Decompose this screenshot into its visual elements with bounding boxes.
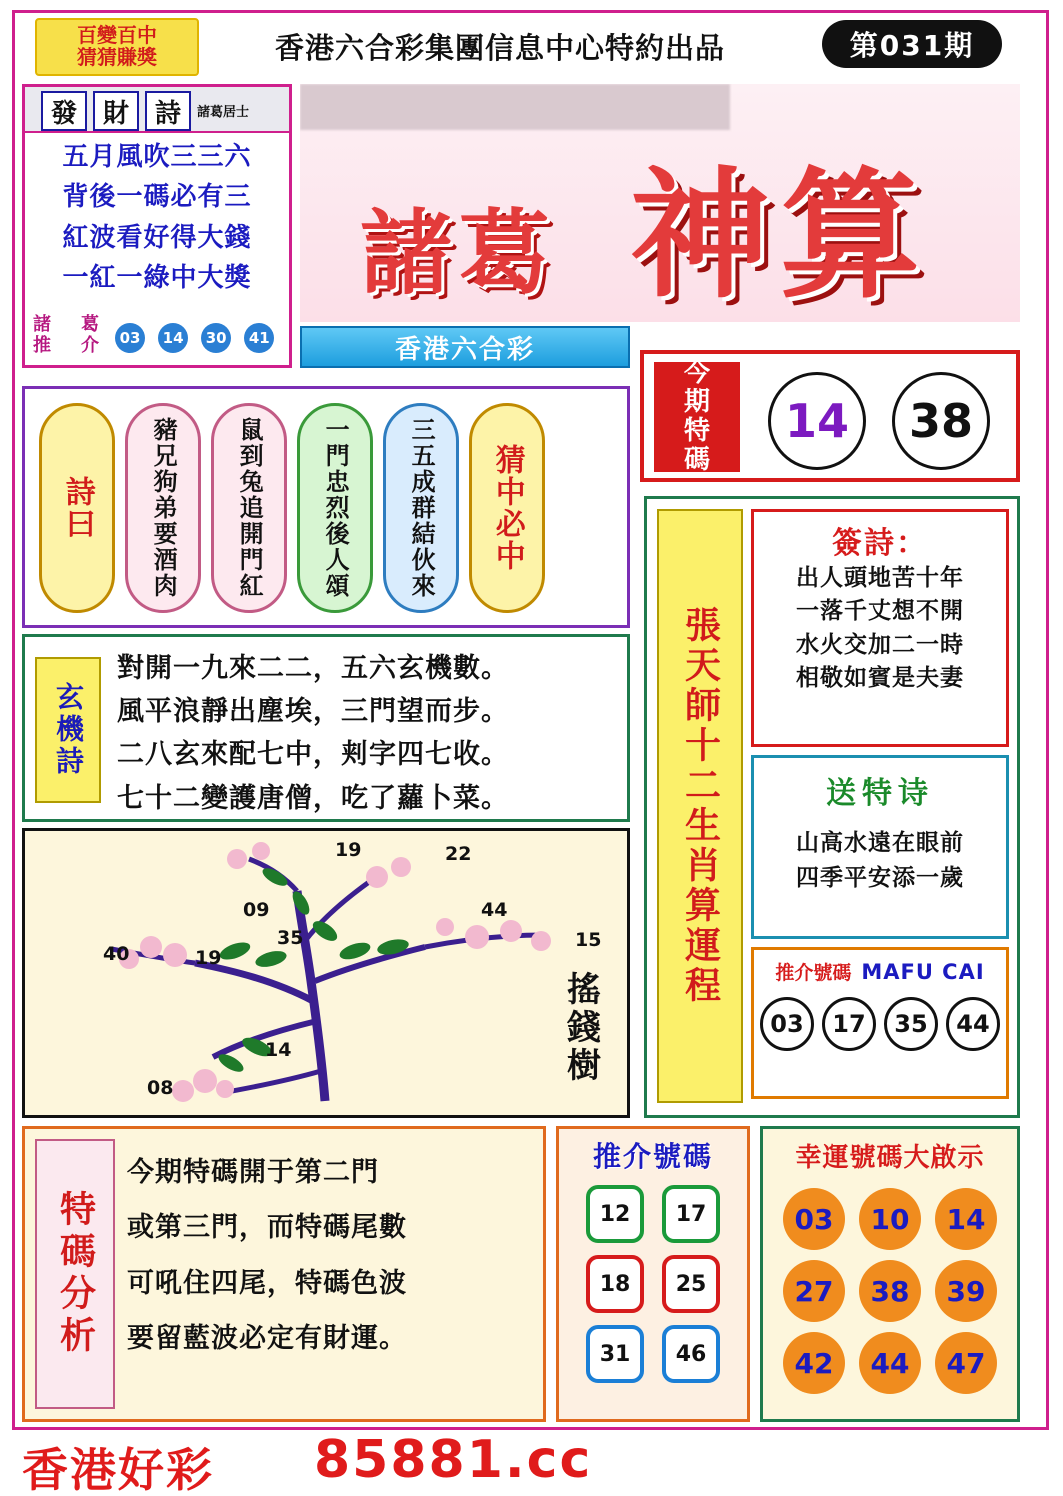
- lucky-ball: 10: [859, 1188, 921, 1250]
- zhang-tianshi-title-text: 張天師十二生肖算運程: [679, 606, 721, 1006]
- watermark-text: 香港好彩: [22, 1443, 214, 1496]
- tema-tag: [35, 1139, 115, 1409]
- tree-number: 19: [195, 947, 222, 969]
- special-number-2: 38: [892, 372, 990, 470]
- tree-number: 14: [265, 1039, 292, 1061]
- poem-recommend-label: [33, 315, 107, 356]
- lucky-ball: 14: [935, 1188, 997, 1250]
- poem-header: [25, 87, 289, 133]
- xuanji-tag-text: 玄機詩: [52, 682, 85, 778]
- xuanji-poem-box: [22, 634, 630, 822]
- tree-label-c2: 錢: [567, 1008, 601, 1049]
- recommend-panel-grid: [559, 1185, 747, 1383]
- lucky-ball: 47: [935, 1332, 997, 1394]
- xuanji-line: 風平浪靜出塵埃，三門望而步。: [117, 696, 509, 728]
- brand-logo: [35, 18, 199, 76]
- lucky-ball: 42: [783, 1332, 845, 1394]
- special-label-c1: 今: [683, 357, 710, 388]
- money-tree-illustration: [22, 828, 630, 1118]
- shi-capsule-text: 一門忠烈後人頌: [321, 417, 350, 599]
- special-label-c2: 期: [683, 386, 710, 417]
- xuanji-line: 七十二變護唐僧，吃了蘿卜菜。: [117, 782, 509, 814]
- poem-recommend-balls: [115, 323, 282, 353]
- lucky-numbers-panel: [760, 1126, 1020, 1422]
- tema-line: 今期特碼開于第二門: [127, 1157, 379, 1188]
- recommend-numbers-box: [751, 947, 1009, 1099]
- tree-number: 44: [481, 899, 508, 921]
- issue-badge: 第031期: [822, 20, 1002, 68]
- special-number-box: [640, 350, 1020, 482]
- recommend-hex-ball: 46: [662, 1325, 720, 1383]
- banner-text-left: 諸葛: [360, 199, 557, 307]
- header: [15, 14, 1020, 76]
- recommend-header: [754, 958, 1006, 985]
- xuanji-tag: [35, 657, 101, 803]
- shi-capsule: [211, 403, 287, 613]
- tree-number: 09: [243, 899, 270, 921]
- banner-text-right: 神算: [630, 154, 931, 318]
- qianshi-line: 出人頭地苦十年: [796, 565, 964, 591]
- tree-number: 35: [277, 927, 304, 949]
- recommend-hex-ball: 25: [662, 1255, 720, 1313]
- logo-line-2: 猜猜賺獎: [77, 45, 157, 69]
- recommend-label-en: MAFU CAI: [861, 959, 985, 984]
- recommend-panel-title: 推介號碼: [592, 1140, 713, 1173]
- special-number-1: 14: [768, 372, 866, 470]
- tema-line: 或第三門，而特碼尾數: [127, 1212, 407, 1244]
- poem-lines: [25, 137, 289, 298]
- songte-box: [751, 755, 1009, 939]
- special-number-label: [654, 357, 740, 476]
- shi-capsule-text: 鼠到兔追開門紅: [235, 417, 264, 599]
- watermark-url: 85881.cc: [314, 1430, 593, 1490]
- xuanji-line: 二八玄來配七中，刾字四七收。: [117, 739, 509, 771]
- tree-number: 22: [445, 843, 472, 865]
- poem-line: 五月風吹三三六: [62, 142, 252, 172]
- tema-tag-text: 特碼分析: [54, 1190, 96, 1358]
- poem-author: 諸葛居士: [197, 105, 250, 120]
- watermark: [14, 1430, 1049, 1496]
- zhang-tianshi-panel: [644, 496, 1020, 1118]
- zhang-tianshi-title: [657, 509, 743, 1103]
- fortune-poem-box: [22, 84, 292, 368]
- recommend-numbers-panel: [556, 1126, 750, 1422]
- qianshi-line: 水火交加二一時: [796, 631, 964, 658]
- shi-capsule-text: 猜中必中: [489, 444, 525, 572]
- page-title: 香港六合彩集團信息中心特約出品: [274, 31, 725, 65]
- shi-capsule-text: 三五成群結伙來: [407, 417, 436, 599]
- songte-line: 山高水遠在眼前: [796, 830, 964, 856]
- poem-ball: 30: [201, 323, 231, 353]
- money-tree-label: [567, 971, 601, 1085]
- shi-capsule: [469, 403, 545, 613]
- poem-recommend-label-line1: 諸 葛: [33, 314, 105, 335]
- lucky-ball: 27: [783, 1260, 845, 1322]
- tree-label-c3: 樹: [567, 1046, 601, 1087]
- shi-capsule: [383, 403, 459, 613]
- poem-ball: 03: [115, 323, 145, 353]
- xuanji-line: 對開一九來二二，五六玄機數。: [117, 653, 509, 684]
- tema-lines: [127, 1145, 533, 1366]
- recommend-ball: 35: [884, 997, 938, 1051]
- shi-yue-panel: [22, 386, 630, 628]
- main-banner: [300, 84, 1020, 322]
- tema-line: 要留藍波必定有財運。: [127, 1323, 407, 1355]
- qianshi-box: [751, 509, 1009, 747]
- xuanji-lines: [117, 647, 617, 820]
- lucky-grid: [763, 1188, 1017, 1394]
- songte-title: 送特诗: [826, 776, 934, 811]
- logo-line-1: 百變百中: [77, 23, 157, 48]
- bottom-section: [22, 1126, 1020, 1422]
- special-label-c3: 特: [683, 416, 710, 446]
- shi-capsule-text: 詩曰: [59, 476, 95, 540]
- lucky-ball: 38: [859, 1260, 921, 1322]
- poem-head-char-3: 詩: [145, 91, 191, 131]
- lucky-ball: 39: [935, 1260, 997, 1322]
- poem-recommend-label-line2: 推 介: [33, 334, 105, 356]
- recommend-hex-ball: 17: [662, 1185, 720, 1243]
- recommend-hex-ball: 18: [586, 1255, 644, 1313]
- poem-ball: 41: [244, 323, 274, 353]
- poem-head-char-2: 財: [93, 91, 139, 131]
- songte-line: 四季平安添一歲: [796, 864, 964, 891]
- poem-line: 紅波看好得大錢: [62, 222, 252, 253]
- poem-line: 背後一碼必有三: [62, 182, 252, 213]
- recommend-hex-ball: 12: [586, 1185, 644, 1243]
- recommend-hex-ball: 31: [586, 1325, 644, 1383]
- poem-ball: 14: [158, 323, 188, 353]
- poem-line: 一紅一綠中大獎: [62, 262, 252, 293]
- lucky-ball: 44: [859, 1332, 921, 1394]
- tema-analysis-box: [22, 1126, 546, 1422]
- poem-footer: [25, 315, 289, 359]
- shi-capsule: [297, 403, 373, 613]
- qianshi-line: 一落千丈想不開: [796, 598, 964, 625]
- lucky-panel-title: 幸運號碼大啟示: [795, 1143, 985, 1173]
- recommend-balls: [754, 997, 1006, 1051]
- shi-capsule: [125, 403, 201, 613]
- lottery-name-bar: 香港六合彩: [300, 326, 630, 368]
- shi-capsule: [39, 403, 115, 613]
- recommend-ball: 17: [822, 997, 876, 1051]
- tree-number: 15: [575, 929, 602, 951]
- recommend-ball: 03: [760, 997, 814, 1051]
- tree-label-c1: 搖: [567, 970, 601, 1010]
- tree-number: 08: [147, 1077, 174, 1099]
- shi-capsule-text: 豬兄狗弟要酒肉: [149, 417, 178, 599]
- tema-line: 可吼住四尾，特碼色波: [127, 1267, 407, 1299]
- tree-number: 40: [103, 943, 130, 965]
- tree-number: 19: [335, 839, 362, 861]
- qianshi-line: 相敬如賓是夫妻: [796, 665, 964, 692]
- recommend-label-cn: 推介號碼: [775, 962, 852, 984]
- money-tree-graphic: [25, 831, 627, 1115]
- qianshi-title: 簽詩：: [832, 526, 928, 561]
- recommend-ball: 44: [946, 997, 1000, 1051]
- poem-head-char-1: 發: [41, 91, 87, 131]
- special-label-c4: 碼: [683, 445, 710, 476]
- lucky-ball: 03: [783, 1188, 845, 1250]
